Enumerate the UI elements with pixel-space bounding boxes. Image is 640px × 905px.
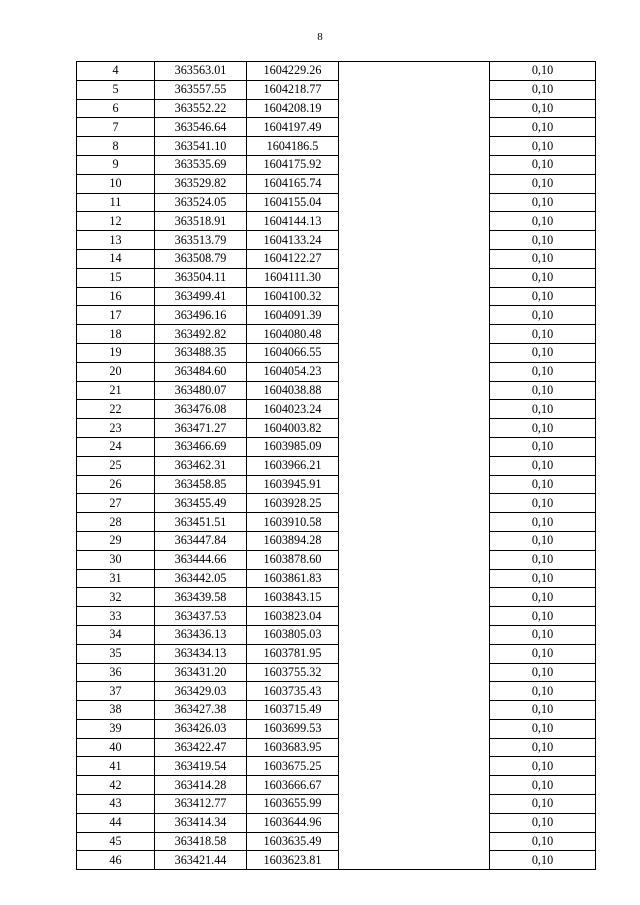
empty-cell bbox=[339, 682, 490, 701]
table-row bbox=[77, 531, 596, 550]
y-coordinate-cell: 1603675.25 bbox=[247, 757, 339, 776]
empty-cell bbox=[339, 776, 490, 795]
x-coordinate-cell: 363471.27 bbox=[155, 419, 247, 438]
table-row bbox=[77, 212, 596, 231]
point-number-cell: 34 bbox=[77, 625, 155, 644]
y-coordinate-cell: 1603683.95 bbox=[247, 738, 339, 757]
table-row bbox=[77, 832, 596, 851]
y-coordinate-cell: 1603666.67 bbox=[247, 776, 339, 795]
y-coordinate-cell: 1604175.92 bbox=[247, 155, 339, 174]
point-number-cell: 22 bbox=[77, 400, 155, 419]
x-coordinate-cell: 363436.13 bbox=[155, 625, 247, 644]
y-coordinate-cell: 1604080.48 bbox=[247, 325, 339, 344]
point-number-cell: 17 bbox=[77, 306, 155, 325]
point-number-cell: 16 bbox=[77, 287, 155, 306]
empty-cell bbox=[339, 231, 490, 250]
point-number-cell: 31 bbox=[77, 569, 155, 588]
value-cell: 0,10 bbox=[490, 99, 596, 118]
table-row bbox=[77, 231, 596, 250]
value-cell: 0,10 bbox=[490, 62, 596, 81]
x-coordinate-cell: 363414.28 bbox=[155, 776, 247, 795]
table-body bbox=[77, 62, 596, 870]
empty-cell bbox=[339, 362, 490, 381]
x-coordinate-cell: 363422.47 bbox=[155, 738, 247, 757]
value-cell: 0,10 bbox=[490, 268, 596, 287]
empty-cell bbox=[339, 475, 490, 494]
empty-cell bbox=[339, 494, 490, 513]
table-row bbox=[77, 569, 596, 588]
empty-cell bbox=[339, 456, 490, 475]
table-row bbox=[77, 663, 596, 682]
empty-cell bbox=[339, 80, 490, 99]
empty-cell bbox=[339, 588, 490, 607]
point-number-cell: 15 bbox=[77, 268, 155, 287]
y-coordinate-cell: 1603755.32 bbox=[247, 663, 339, 682]
empty-cell bbox=[339, 249, 490, 268]
x-coordinate-cell: 363535.69 bbox=[155, 155, 247, 174]
empty-cell bbox=[339, 118, 490, 137]
x-coordinate-cell: 363414.34 bbox=[155, 813, 247, 832]
table-row bbox=[77, 757, 596, 776]
point-number-cell: 10 bbox=[77, 174, 155, 193]
x-coordinate-cell: 363557.55 bbox=[155, 80, 247, 99]
point-number-cell: 11 bbox=[77, 193, 155, 212]
y-coordinate-cell: 1603715.49 bbox=[247, 701, 339, 720]
table-row bbox=[77, 268, 596, 287]
table-row bbox=[77, 813, 596, 832]
value-cell: 0,10 bbox=[490, 456, 596, 475]
empty-cell bbox=[339, 325, 490, 344]
point-number-cell: 23 bbox=[77, 419, 155, 438]
y-coordinate-cell: 1603878.60 bbox=[247, 550, 339, 569]
point-number-cell: 27 bbox=[77, 494, 155, 513]
empty-cell bbox=[339, 212, 490, 231]
point-number-cell: 8 bbox=[77, 137, 155, 156]
point-number-cell: 26 bbox=[77, 475, 155, 494]
empty-cell bbox=[339, 193, 490, 212]
y-coordinate-cell: 1604133.24 bbox=[247, 231, 339, 250]
x-coordinate-cell: 363524.05 bbox=[155, 193, 247, 212]
y-coordinate-cell: 1603843.15 bbox=[247, 588, 339, 607]
table-row bbox=[77, 494, 596, 513]
empty-cell bbox=[339, 174, 490, 193]
point-number-cell: 5 bbox=[77, 80, 155, 99]
empty-cell bbox=[339, 419, 490, 438]
table-row bbox=[77, 325, 596, 344]
page-number: 8 bbox=[317, 31, 323, 43]
empty-cell bbox=[339, 851, 490, 870]
value-cell: 0,10 bbox=[490, 494, 596, 513]
value-cell: 0,10 bbox=[490, 531, 596, 550]
value-cell: 0,10 bbox=[490, 776, 596, 795]
point-number-cell: 25 bbox=[77, 456, 155, 475]
empty-cell bbox=[339, 795, 490, 814]
empty-cell bbox=[339, 569, 490, 588]
table-row bbox=[77, 607, 596, 626]
empty-cell bbox=[339, 719, 490, 738]
x-coordinate-cell: 363518.91 bbox=[155, 212, 247, 231]
y-coordinate-cell: 1604111.30 bbox=[247, 268, 339, 287]
point-number-cell: 19 bbox=[77, 343, 155, 362]
x-coordinate-cell: 363480.07 bbox=[155, 381, 247, 400]
x-coordinate-cell: 363546.64 bbox=[155, 118, 247, 137]
table-row bbox=[77, 550, 596, 569]
y-coordinate-cell: 1604023.24 bbox=[247, 400, 339, 419]
empty-cell bbox=[339, 757, 490, 776]
point-number-cell: 18 bbox=[77, 325, 155, 344]
table-row bbox=[77, 475, 596, 494]
x-coordinate-cell: 363431.20 bbox=[155, 663, 247, 682]
point-number-cell: 40 bbox=[77, 738, 155, 757]
x-coordinate-cell: 363451.51 bbox=[155, 513, 247, 532]
x-coordinate-cell: 363492.82 bbox=[155, 325, 247, 344]
x-coordinate-cell: 363476.08 bbox=[155, 400, 247, 419]
value-cell: 0,10 bbox=[490, 513, 596, 532]
point-number-cell: 13 bbox=[77, 231, 155, 250]
value-cell: 0,10 bbox=[490, 193, 596, 212]
table-row bbox=[77, 249, 596, 268]
value-cell: 0,10 bbox=[490, 381, 596, 400]
y-coordinate-cell: 1603823.04 bbox=[247, 607, 339, 626]
y-coordinate-cell: 1604144.13 bbox=[247, 212, 339, 231]
table-row bbox=[77, 400, 596, 419]
y-coordinate-cell: 1603910.58 bbox=[247, 513, 339, 532]
value-cell: 0,10 bbox=[490, 400, 596, 419]
point-number-cell: 37 bbox=[77, 682, 155, 701]
value-cell: 0,10 bbox=[490, 682, 596, 701]
coordinates-table bbox=[76, 61, 596, 870]
y-coordinate-cell: 1604229.26 bbox=[247, 62, 339, 81]
table-row bbox=[77, 118, 596, 137]
y-coordinate-cell: 1603805.03 bbox=[247, 625, 339, 644]
table-row bbox=[77, 287, 596, 306]
table-row bbox=[77, 795, 596, 814]
y-coordinate-cell: 1603635.49 bbox=[247, 832, 339, 851]
table-row bbox=[77, 851, 596, 870]
x-coordinate-cell: 363421.44 bbox=[155, 851, 247, 870]
y-coordinate-cell: 1603699.53 bbox=[247, 719, 339, 738]
x-coordinate-cell: 363442.05 bbox=[155, 569, 247, 588]
table-row bbox=[77, 437, 596, 456]
value-cell: 0,10 bbox=[490, 419, 596, 438]
y-coordinate-cell: 1603735.43 bbox=[247, 682, 339, 701]
point-number-cell: 12 bbox=[77, 212, 155, 231]
x-coordinate-cell: 363513.79 bbox=[155, 231, 247, 250]
value-cell: 0,10 bbox=[490, 80, 596, 99]
y-coordinate-cell: 1603985.09 bbox=[247, 437, 339, 456]
table-row bbox=[77, 738, 596, 757]
empty-cell bbox=[339, 155, 490, 174]
point-number-cell: 33 bbox=[77, 607, 155, 626]
table-row bbox=[77, 419, 596, 438]
point-number-cell: 38 bbox=[77, 701, 155, 720]
value-cell: 0,10 bbox=[490, 343, 596, 362]
value-cell: 0,10 bbox=[490, 832, 596, 851]
point-number-cell: 9 bbox=[77, 155, 155, 174]
table-row bbox=[77, 343, 596, 362]
value-cell: 0,10 bbox=[490, 738, 596, 757]
point-number-cell: 14 bbox=[77, 249, 155, 268]
value-cell: 0,10 bbox=[490, 569, 596, 588]
value-cell: 0,10 bbox=[490, 644, 596, 663]
table-row bbox=[77, 701, 596, 720]
x-coordinate-cell: 363462.31 bbox=[155, 456, 247, 475]
point-number-cell: 4 bbox=[77, 62, 155, 81]
table-row bbox=[77, 625, 596, 644]
empty-cell bbox=[339, 663, 490, 682]
x-coordinate-cell: 363488.35 bbox=[155, 343, 247, 362]
empty-cell bbox=[339, 62, 490, 81]
value-cell: 0,10 bbox=[490, 325, 596, 344]
y-coordinate-cell: 1604165.74 bbox=[247, 174, 339, 193]
x-coordinate-cell: 363508.79 bbox=[155, 249, 247, 268]
value-cell: 0,10 bbox=[490, 588, 596, 607]
value-cell: 0,10 bbox=[490, 795, 596, 814]
table-row bbox=[77, 99, 596, 118]
table-row bbox=[77, 137, 596, 156]
x-coordinate-cell: 363484.60 bbox=[155, 362, 247, 381]
value-cell: 0,10 bbox=[490, 212, 596, 231]
x-coordinate-cell: 363499.41 bbox=[155, 287, 247, 306]
point-number-cell: 44 bbox=[77, 813, 155, 832]
table-row bbox=[77, 776, 596, 795]
empty-cell bbox=[339, 813, 490, 832]
x-coordinate-cell: 363434.13 bbox=[155, 644, 247, 663]
table-row bbox=[77, 155, 596, 174]
point-number-cell: 39 bbox=[77, 719, 155, 738]
x-coordinate-cell: 363466.69 bbox=[155, 437, 247, 456]
y-coordinate-cell: 1604208.19 bbox=[247, 99, 339, 118]
value-cell: 0,10 bbox=[490, 306, 596, 325]
table-row bbox=[77, 513, 596, 532]
y-coordinate-cell: 1604155.04 bbox=[247, 193, 339, 212]
value-cell: 0,10 bbox=[490, 287, 596, 306]
y-coordinate-cell: 1604197.49 bbox=[247, 118, 339, 137]
value-cell: 0,10 bbox=[490, 813, 596, 832]
table-row bbox=[77, 80, 596, 99]
y-coordinate-cell: 1604038.88 bbox=[247, 381, 339, 400]
value-cell: 0,10 bbox=[490, 701, 596, 720]
empty-cell bbox=[339, 550, 490, 569]
value-cell: 0,10 bbox=[490, 437, 596, 456]
empty-cell bbox=[339, 625, 490, 644]
point-number-cell: 28 bbox=[77, 513, 155, 532]
point-number-cell: 6 bbox=[77, 99, 155, 118]
point-number-cell: 36 bbox=[77, 663, 155, 682]
y-coordinate-cell: 1603894.28 bbox=[247, 531, 339, 550]
point-number-cell: 43 bbox=[77, 795, 155, 814]
point-number-cell: 46 bbox=[77, 851, 155, 870]
x-coordinate-cell: 363437.53 bbox=[155, 607, 247, 626]
y-coordinate-cell: 1603861.83 bbox=[247, 569, 339, 588]
y-coordinate-cell: 1603781.95 bbox=[247, 644, 339, 663]
point-number-cell: 21 bbox=[77, 381, 155, 400]
value-cell: 0,10 bbox=[490, 475, 596, 494]
empty-cell bbox=[339, 343, 490, 362]
value-cell: 0,10 bbox=[490, 137, 596, 156]
point-number-cell: 42 bbox=[77, 776, 155, 795]
value-cell: 0,10 bbox=[490, 851, 596, 870]
table-row bbox=[77, 174, 596, 193]
empty-cell bbox=[339, 531, 490, 550]
x-coordinate-cell: 363563.01 bbox=[155, 62, 247, 81]
point-number-cell: 45 bbox=[77, 832, 155, 851]
empty-cell bbox=[339, 287, 490, 306]
y-coordinate-cell: 1603644.96 bbox=[247, 813, 339, 832]
empty-cell bbox=[339, 99, 490, 118]
value-cell: 0,10 bbox=[490, 757, 596, 776]
y-coordinate-cell: 1604054.23 bbox=[247, 362, 339, 381]
value-cell: 0,10 bbox=[490, 550, 596, 569]
point-number-cell: 30 bbox=[77, 550, 155, 569]
x-coordinate-cell: 363458.85 bbox=[155, 475, 247, 494]
y-coordinate-cell: 1603945.91 bbox=[247, 475, 339, 494]
table-row bbox=[77, 381, 596, 400]
x-coordinate-cell: 363496.16 bbox=[155, 306, 247, 325]
x-coordinate-cell: 363439.58 bbox=[155, 588, 247, 607]
empty-cell bbox=[339, 306, 490, 325]
y-coordinate-cell: 1604091.39 bbox=[247, 306, 339, 325]
empty-cell bbox=[339, 644, 490, 663]
point-number-cell: 32 bbox=[77, 588, 155, 607]
point-number-cell: 24 bbox=[77, 437, 155, 456]
table-row bbox=[77, 588, 596, 607]
value-cell: 0,10 bbox=[490, 118, 596, 137]
table-row bbox=[77, 719, 596, 738]
x-coordinate-cell: 363427.38 bbox=[155, 701, 247, 720]
empty-cell bbox=[339, 381, 490, 400]
table-row bbox=[77, 644, 596, 663]
x-coordinate-cell: 363541.10 bbox=[155, 137, 247, 156]
y-coordinate-cell: 1603966.21 bbox=[247, 456, 339, 475]
y-coordinate-cell: 1604003.82 bbox=[247, 419, 339, 438]
value-cell: 0,10 bbox=[490, 174, 596, 193]
value-cell: 0,10 bbox=[490, 362, 596, 381]
point-number-cell: 35 bbox=[77, 644, 155, 663]
y-coordinate-cell: 1604186.5 bbox=[247, 137, 339, 156]
x-coordinate-cell: 363412.77 bbox=[155, 795, 247, 814]
empty-cell bbox=[339, 832, 490, 851]
x-coordinate-cell: 363444.66 bbox=[155, 550, 247, 569]
x-coordinate-cell: 363426.03 bbox=[155, 719, 247, 738]
x-coordinate-cell: 363504.11 bbox=[155, 268, 247, 287]
empty-cell bbox=[339, 137, 490, 156]
table-row bbox=[77, 306, 596, 325]
empty-cell bbox=[339, 738, 490, 757]
empty-cell bbox=[339, 513, 490, 532]
y-coordinate-cell: 1604100.32 bbox=[247, 287, 339, 306]
x-coordinate-cell: 363429.03 bbox=[155, 682, 247, 701]
point-number-cell: 41 bbox=[77, 757, 155, 776]
empty-cell bbox=[339, 607, 490, 626]
y-coordinate-cell: 1604122.27 bbox=[247, 249, 339, 268]
value-cell: 0,10 bbox=[490, 625, 596, 644]
table-row bbox=[77, 682, 596, 701]
value-cell: 0,10 bbox=[490, 607, 596, 626]
table-row bbox=[77, 362, 596, 381]
table-row bbox=[77, 62, 596, 81]
y-coordinate-cell: 1603655.99 bbox=[247, 795, 339, 814]
empty-cell bbox=[339, 268, 490, 287]
value-cell: 0,10 bbox=[490, 249, 596, 268]
empty-cell bbox=[339, 400, 490, 419]
x-coordinate-cell: 363529.82 bbox=[155, 174, 247, 193]
table-row bbox=[77, 193, 596, 212]
empty-cell bbox=[339, 701, 490, 720]
y-coordinate-cell: 1604066.55 bbox=[247, 343, 339, 362]
y-coordinate-cell: 1603623.81 bbox=[247, 851, 339, 870]
value-cell: 0,10 bbox=[490, 719, 596, 738]
value-cell: 0,10 bbox=[490, 663, 596, 682]
point-number-cell: 20 bbox=[77, 362, 155, 381]
x-coordinate-cell: 363552.22 bbox=[155, 99, 247, 118]
x-coordinate-cell: 363455.49 bbox=[155, 494, 247, 513]
value-cell: 0,10 bbox=[490, 155, 596, 174]
y-coordinate-cell: 1604218.77 bbox=[247, 80, 339, 99]
x-coordinate-cell: 363419.54 bbox=[155, 757, 247, 776]
empty-cell bbox=[339, 437, 490, 456]
x-coordinate-cell: 363418.58 bbox=[155, 832, 247, 851]
point-number-cell: 7 bbox=[77, 118, 155, 137]
table-row bbox=[77, 456, 596, 475]
x-coordinate-cell: 363447.84 bbox=[155, 531, 247, 550]
point-number-cell: 29 bbox=[77, 531, 155, 550]
y-coordinate-cell: 1603928.25 bbox=[247, 494, 339, 513]
value-cell: 0,10 bbox=[490, 231, 596, 250]
